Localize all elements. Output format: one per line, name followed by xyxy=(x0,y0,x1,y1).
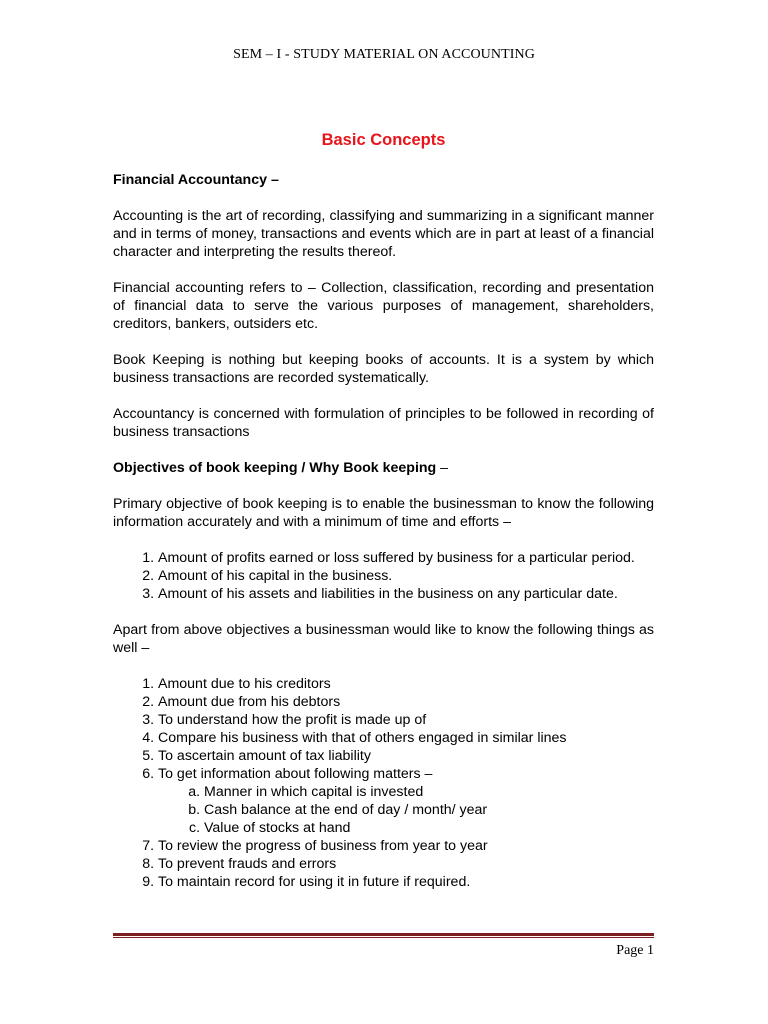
paragraph-accounting-definition: Accounting is the art of recording, classifying and summarizing in a significant manner and in terms of money, transactions and events which are in part at least of a financial character and interpreting the results thereof. xyxy=(113,208,654,260)
list-item-text: To get information about following matters – xyxy=(158,766,433,782)
list-item-with-sublist xyxy=(158,765,654,837)
primary-objectives-list xyxy=(113,549,654,603)
section-heading-objectives xyxy=(113,459,654,477)
list-item: 5. To ascertain amount of tax liability xyxy=(158,747,654,765)
list-item: 4. Compare his business with that of others engaged in similar lines xyxy=(158,729,654,747)
sub-list-item: c. Value of stocks at hand xyxy=(204,819,654,837)
page-title: Basic Concepts xyxy=(321,131,446,149)
paragraph-book-keeping: Book Keeping is nothing but keeping books of accounts. It is a system by which business transactions are recorded systematically. xyxy=(113,352,654,386)
section-heading-financial-accountancy: Financial Accountancy – xyxy=(113,172,279,188)
section-heading-objectives-text: Objectives of book keeping / Why Book keeping xyxy=(113,460,437,476)
list-item: 8. To prevent frauds and errors xyxy=(158,855,654,873)
sub-list-item: a. Manner in which capital is invested xyxy=(204,783,654,801)
page-number: Page 1 xyxy=(616,943,654,958)
footer-divider xyxy=(113,933,654,938)
list-item: 1. Amount of profits earned or loss suffered by business for a particular period. xyxy=(158,549,654,567)
list-item: 7. To review the progress of business from year to year xyxy=(158,837,654,855)
secondary-objectives-list xyxy=(113,675,654,891)
sub-list-item: b. Cash balance at the end of day / month/ year xyxy=(204,801,654,819)
list-item: 2. Amount due from his debtors xyxy=(158,693,654,711)
list-item: 2. Amount of his capital in the business. xyxy=(158,567,654,585)
list-item: 3. Amount of his assets and liabilities in the business on any particular date. xyxy=(158,585,654,603)
page-header: SEM – I - STUDY MATERIAL ON ACCOUNTING xyxy=(233,47,535,62)
list-item: 1. Amount due to his creditors xyxy=(158,675,654,693)
page-content xyxy=(113,129,654,909)
section-heading-objectives-dash: – xyxy=(436,460,449,476)
list-item: 3. To understand how the profit is made up of xyxy=(158,711,654,729)
list-item: 9. To maintain record for using it in future if required. xyxy=(158,873,654,891)
paragraph-accountancy: Accountancy is concerned with formulation of principles to be followed in recording of business transactions xyxy=(113,406,654,440)
paragraph-other-objectives: Apart from above objectives a businessman would like to know the following things as well – xyxy=(113,622,654,656)
paragraph-primary-objective: Primary objective of book keeping is to enable the businessman to know the following information accurately and with a minimum of time and efforts – xyxy=(113,496,654,530)
paragraph-financial-accounting: Financial accounting refers to – Collection, classification, recording and presentation of financial data to serve the various purposes of management, shareholders, creditors, bankers, outsiders etc. xyxy=(113,280,654,332)
matters-sub-list xyxy=(158,783,654,837)
